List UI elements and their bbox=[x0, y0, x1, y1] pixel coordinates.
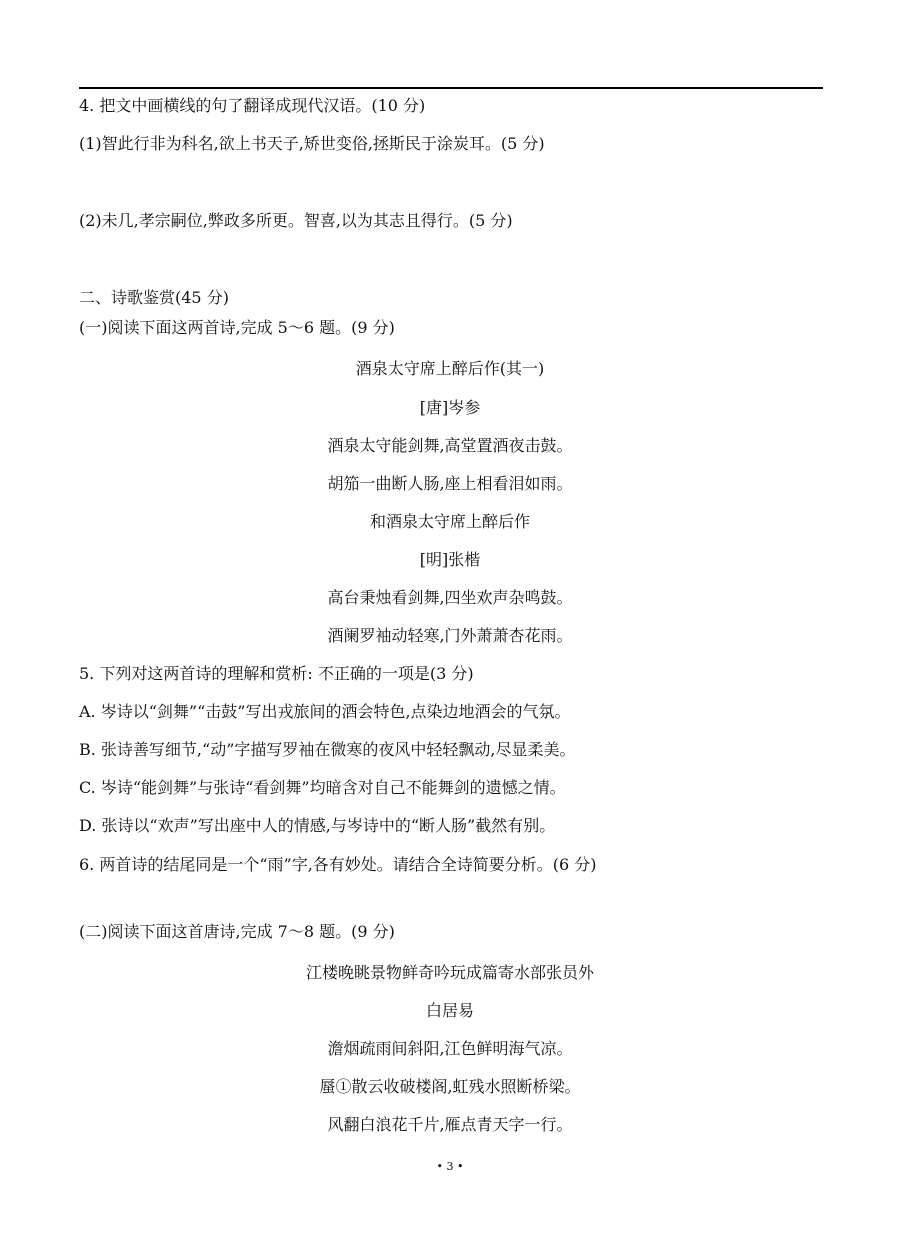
header-rule bbox=[79, 87, 823, 89]
question-4-sentence-1: (1)智此行非为科名,欲上书天子,矫世变俗,拯斯民于涂炭耳。(5 分) bbox=[79, 134, 545, 153]
page-number: • 3 • bbox=[436, 1160, 464, 1173]
question-5-option-d: D. 张诗以“欢声”写出座中人的情感,与岑诗中的“断人肠”截然有别。 bbox=[79, 816, 556, 835]
question-4-stem: 4. 把文中画横线的句了翻译成现代汉语。(10 分) bbox=[79, 96, 426, 115]
question-5-option-c: C. 岑诗“能剑舞”与张诗“看剑舞”均暗含对自己不能舞剑的遗憾之情。 bbox=[79, 778, 566, 797]
question-5-option-a: A. 岑诗以“剑舞”“击鼓”写出戎旅间的酒会特色,点染边地酒会的气氛。 bbox=[79, 702, 571, 721]
poem-2-title: 和酒泉太守席上醉后作 bbox=[369, 512, 530, 531]
part-1-intro: (一)阅读下面这两首诗,完成 5～6 题。(9 分) bbox=[79, 318, 395, 337]
part-2-intro: (二)阅读下面这首唐诗,完成 7～8 题。(9 分) bbox=[79, 922, 395, 941]
poem-3-line-2: 蜃①散云收破楼阁,虹残水照断桥梁。 bbox=[319, 1077, 581, 1096]
poem-1-line-2: 胡笳一曲断人肠,座上相看泪如雨。 bbox=[327, 474, 573, 493]
poem-3-line-1: 澹烟疏雨间斜阳,江色鲜明海气凉。 bbox=[327, 1039, 573, 1058]
poem-2-author: [明]张楷 bbox=[419, 550, 481, 569]
question-5-option-b: B. 张诗善写细节,“动”字描写罗袖在微寒的夜风中轻轻飘动,尽显柔美。 bbox=[79, 740, 576, 759]
poem-3-author: 白居易 bbox=[425, 1001, 474, 1020]
poem-1-title: 酒泉太守席上醉后作(其一) bbox=[355, 359, 545, 378]
poem-2-line-2: 酒阑罗袖动轻寒,门外萧萧杏花雨。 bbox=[327, 626, 573, 645]
poem-2-line-1: 高台秉烛看剑舞,四坐欢声杂鸣鼓。 bbox=[327, 588, 573, 607]
poem-3-title: 江楼晚眺景物鲜奇吟玩成篇寄水部张员外 bbox=[305, 963, 594, 982]
poem-1-author: [唐]岑参 bbox=[419, 398, 481, 417]
question-5-stem: 5. 下列对这两首诗的理解和赏析: 不正确的一项是(3 分) bbox=[79, 664, 474, 683]
section-2-title: 二、诗歌鉴赏(45 分) bbox=[79, 288, 229, 307]
poem-1-line-1: 酒泉太守能剑舞,高堂置酒夜击鼓。 bbox=[327, 436, 573, 455]
question-6-stem: 6. 两首诗的结尾同是一个“雨”字,各有妙处。请结合全诗简要分析。(6 分) bbox=[79, 855, 597, 874]
poem-3-line-3: 风翻白浪花千片,雁点青天字一行。 bbox=[327, 1115, 573, 1134]
question-4-sentence-2: (2)未几,孝宗嗣位,弊政多所更。智喜,以为其志且得行。(5 分) bbox=[79, 211, 513, 230]
